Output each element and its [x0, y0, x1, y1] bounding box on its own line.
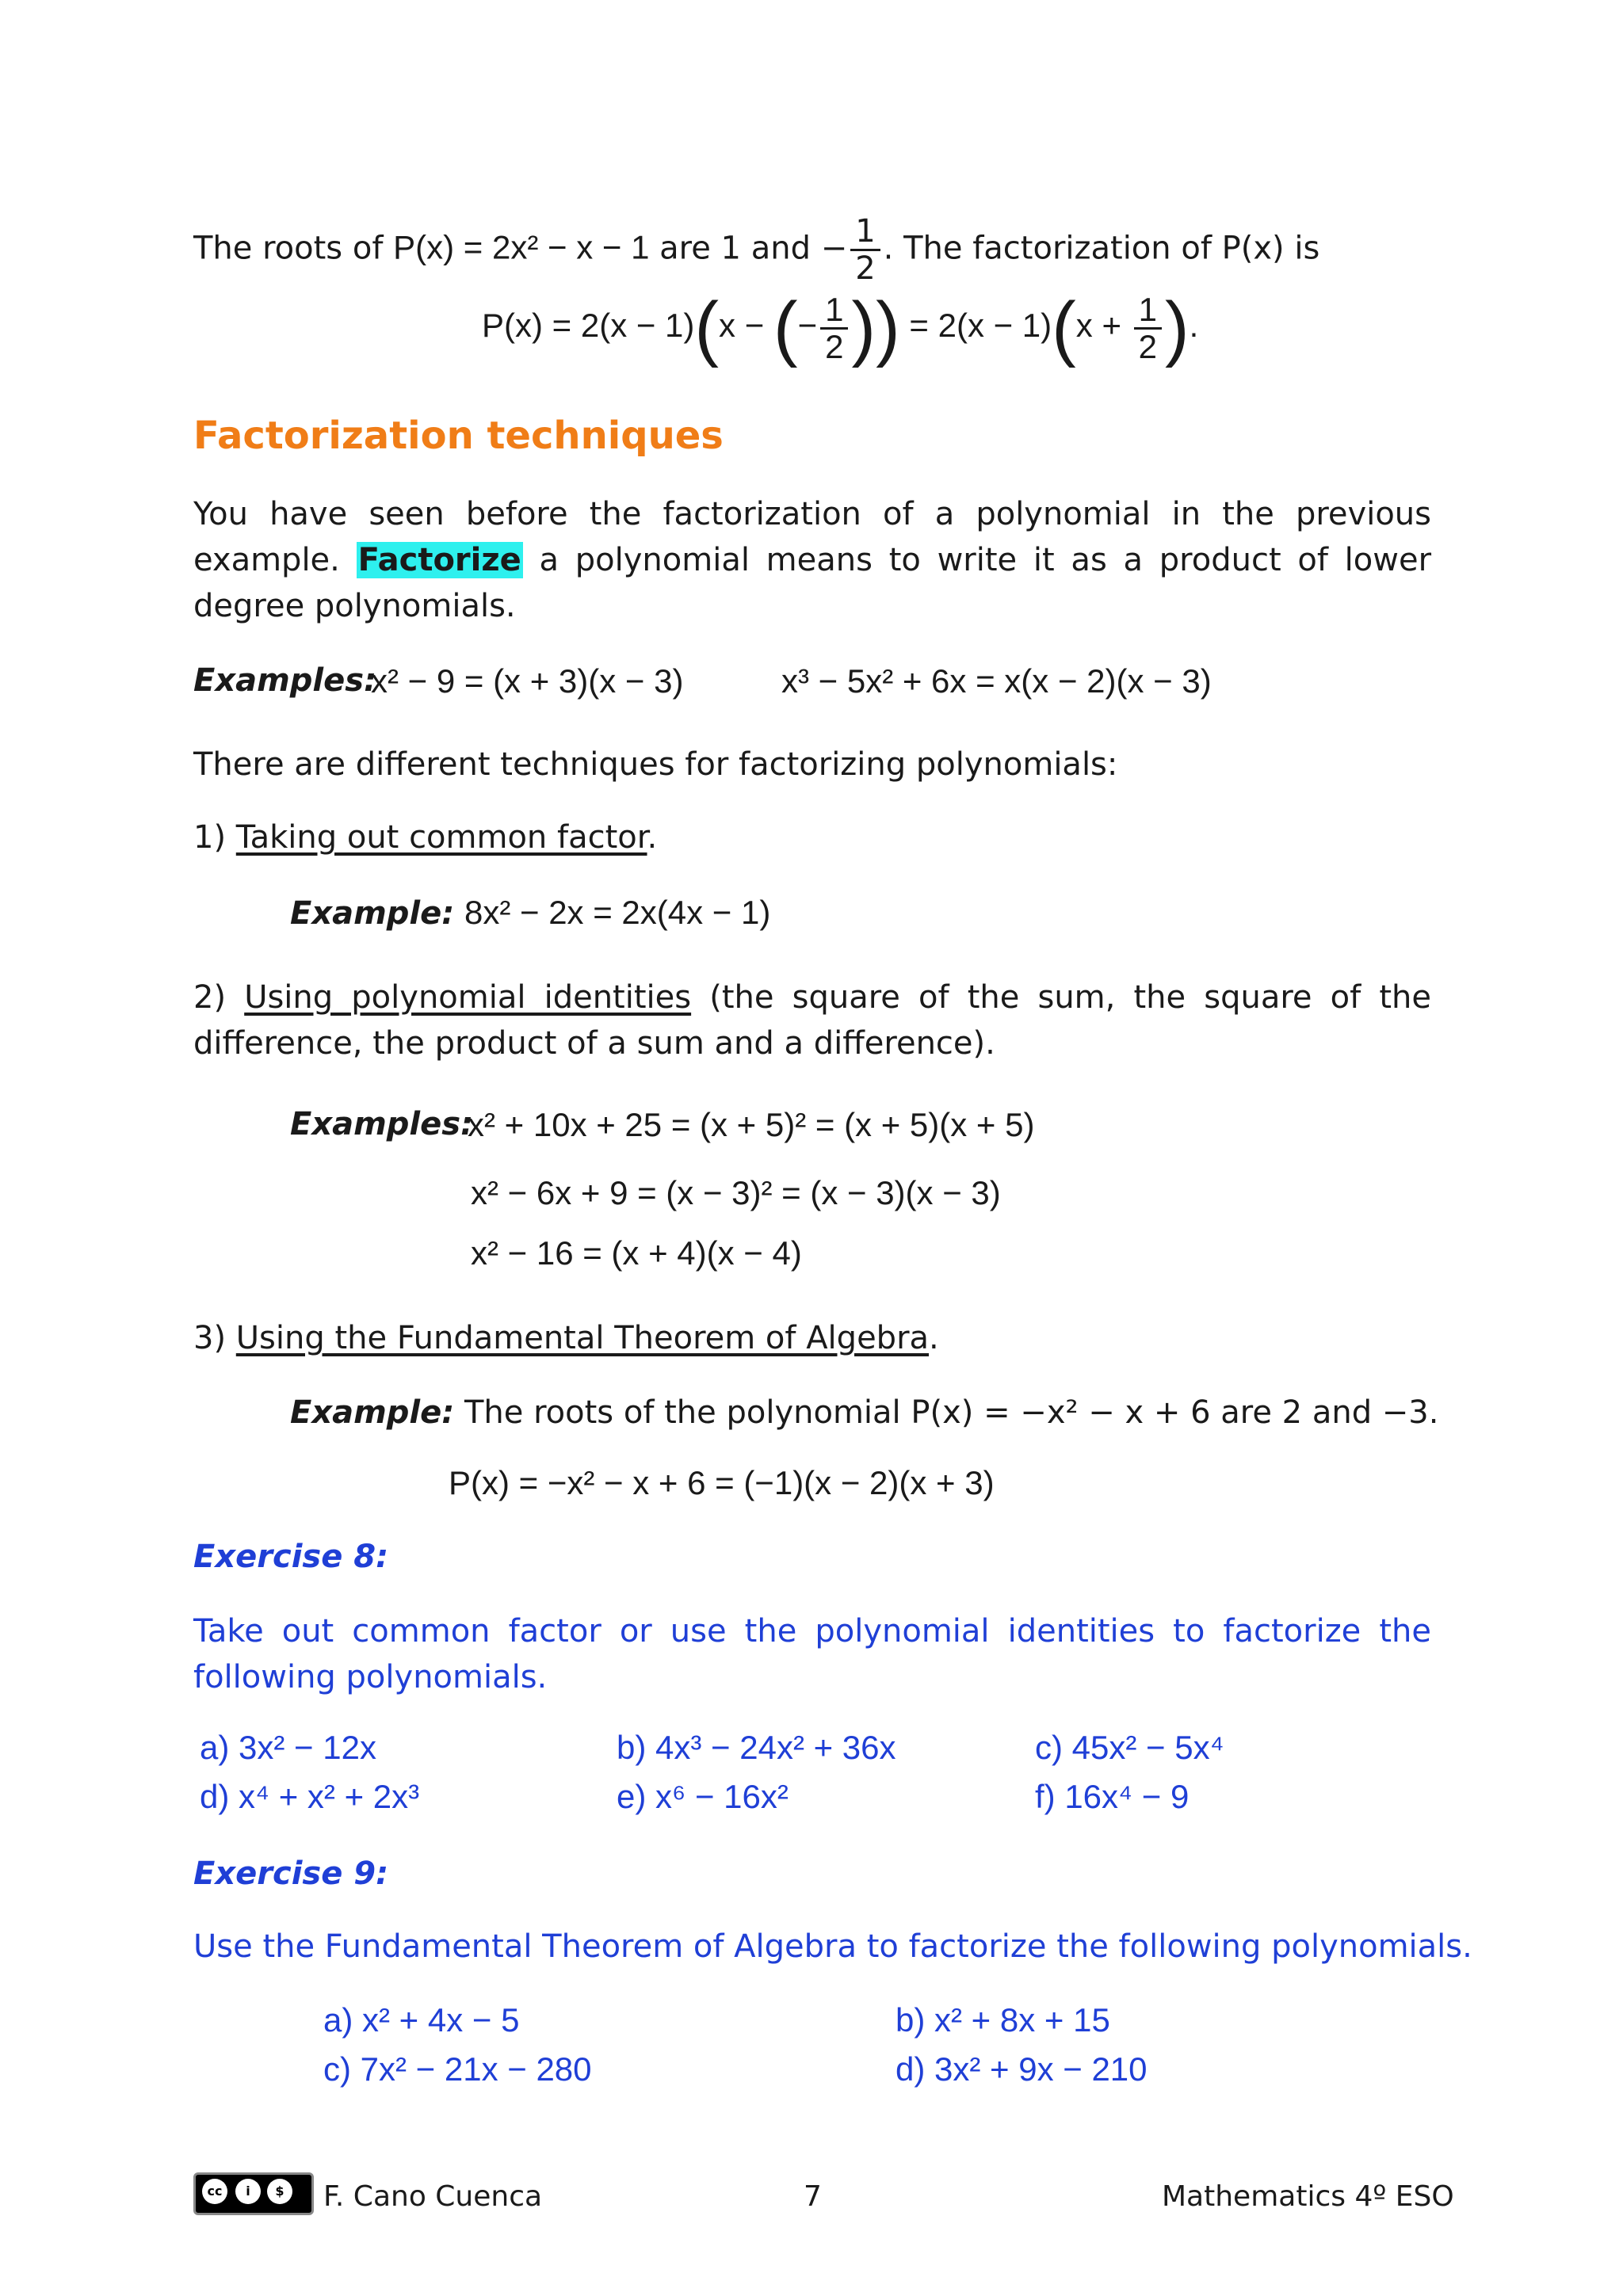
intro-text-c: . The factorization of P(x) is	[883, 230, 1320, 267]
technique-3-example: Example: The roots of the polynomial P(x) = −x² − x + 6 are 2 and −3.	[290, 1394, 1439, 1431]
exercise-8-text: Take out common factor or use the polynomial identities to factorize the following polynomials.	[193, 1613, 1431, 1695]
exercise-9-item-a: a) x² + 4x − 5	[323, 2001, 520, 2039]
exercise-9-title: Exercise 9:	[193, 1855, 389, 1892]
technique-1: 1) Taking out common factor.	[193, 819, 658, 856]
factorize-highlight: Factorize	[357, 542, 521, 578]
exercise-9-item-b: b) x² + 8x + 15	[896, 2001, 1110, 2039]
examples-label: Examples:	[193, 662, 377, 699]
technique-3-factorization: P(x) = −x² − x + 6 = (−1)(x − 2)(x + 3)	[449, 1464, 995, 1501]
factorize-definition: You have seen before the factorization of a polynomial in the previous example. Factorize a polynomial means to write it as a product of lower degree polynomials.	[193, 496, 1432, 624]
technique-2-example-1: x² + 10x + 25 = (x + 5)² = (x + 5)(x + 5)	[468, 1106, 1035, 1143]
footer-author: F. Cano Cuenca	[323, 2180, 543, 2213]
intro-roots-line	[193, 214, 1319, 286]
exercise-9-item-d: d) 3x² + 9x − 210	[896, 2050, 1148, 2088]
intro-fraction: $\frac{1}{2}$	[850, 214, 880, 286]
intro-text-b: are 1 and	[649, 230, 821, 267]
creative-commons-license-icon: cc i $	[193, 2172, 314, 2215]
intro-minus: −	[820, 230, 848, 267]
intro-factorization: P(x) = 2(x − 1)(x − (− $\frac{1}{2}$ )) = 2(x − 1)(x + $\frac{1}{2}$ ).	[482, 288, 1199, 368]
example-2: x³ − 5x² + 6x = x(x − 2)(x − 3)	[781, 662, 1212, 700]
technique-2-example-3: x² − 16 = (x + 4)(x − 4)	[471, 1234, 802, 1272]
technique-2-name: Using polynomial identities	[244, 979, 692, 1016]
section-heading: Factorization techniques	[193, 414, 724, 458]
exercise-8-item-f: f) 16x⁴ − 9	[1035, 1778, 1190, 1815]
exercise-8-item-d: d) x⁴ + x² + 2x³	[200, 1778, 420, 1815]
technique-3: 3) Using the Fundamental Theorem of Algebra.	[193, 1320, 939, 1356]
technique-2-example-2: x² − 6x + 9 = (x − 3)² = (x − 3)(x − 3)	[471, 1174, 1001, 1211]
exercise-8-item-e: e) x⁶ − 16x²	[617, 1778, 789, 1815]
exercise-8-title: Exercise 8:	[193, 1539, 389, 1575]
exercise-9-text: Use the Fundamental Theorem of Algebra to factorize the following polynomials.	[193, 1928, 1472, 1965]
technique-1-example: Example: 8x² − 2x = 2x(4x − 1)	[290, 894, 771, 932]
technique-2: 2) Using polynomial identities (the square of the sum, the square of the difference, the product of a sum and a difference).	[193, 979, 1431, 1062]
technique-3-name: Using the Fundamental Theorem of Algebra	[235, 1320, 930, 1356]
example-1: x² − 9 = (x + 3)(x − 3)	[371, 662, 684, 700]
exercise-8-item-c: c) 45x² − 5x⁴	[1035, 1729, 1224, 1766]
intro-text-a: The roots of	[193, 230, 394, 267]
footer-course: Mathematics 4º ESO	[1162, 2180, 1454, 2213]
exercise-8-item-b: b) 4x³ − 24x² + 36x	[617, 1729, 896, 1766]
exercise-9-item-c: c) 7x² − 21x − 280	[323, 2050, 592, 2088]
intro-polynomial: P(x) = 2x² − x − 1	[393, 228, 650, 266]
techniques-intro: There are different techniques for factorizing polynomials:	[193, 746, 1118, 783]
technique-1-name: Taking out common factor	[235, 819, 647, 856]
examples-line	[193, 661, 376, 700]
technique-2-examples-label: Examples:	[290, 1106, 474, 1142]
exercise-8-item-a: a) 3x² − 12x	[200, 1729, 376, 1766]
footer-page-number: 7	[804, 2180, 822, 2213]
